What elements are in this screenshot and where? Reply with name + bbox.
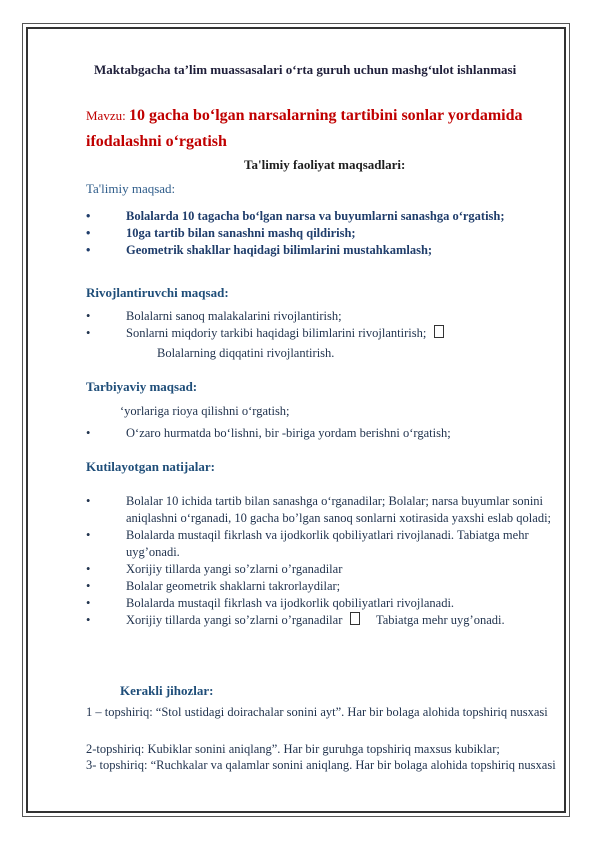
missing-glyph-box (434, 325, 444, 338)
upbringing-goal-line: ‘yorlariga rioya qilishni o‘rgatish; (120, 404, 290, 418)
educational-goal-title: Ta'limiy maqsad: (86, 181, 176, 196)
equipment-task-1: 1 – topshiriq: “Stol ustidagi doirachalar sonini ayt”. Har bir bolaga alohida topshiriq nusxasi (86, 705, 548, 719)
list-item: • Geometrik shakllar haqidagi bilimlarini mustahkamlash; (86, 243, 433, 257)
list-item: • Bolalarda mustaqil fikrlash va ijodkorlik qobiliyatlari rivojlanadi. (86, 596, 455, 610)
list-item: • Bolalar 10 ichida tartib bilan sanashga o‘rganadilar; Bolalar; narsa buyumlar sonini aniqlashni o‘rganadi, 10 gacha bo’lgan sanoq sonlarni xotirasida yaxshi eslab qoladi; (86, 494, 552, 525)
topic-label: Mavzu: (86, 108, 129, 123)
list-item: • Xorijiy tillarda yangi so’zlarni o’rganadilar Tabiatga mehr uyg’onadi. (86, 613, 505, 627)
document-heading: Maktabgacha ta’lim muassasalari o‘rta guruh uchun mashg‘ulot ishlanmasi (94, 62, 517, 77)
list-item: • Xorijiy tillarda yangi so’zlarni o’rganadilar (86, 562, 343, 576)
developmental-goal-title: Rivojlantiruvchi maqsad: (86, 285, 229, 300)
missing-glyph-box (350, 612, 360, 625)
list-item: • Bolalarda 10 tagacha bo‘lgan narsa va buyumlarni sanashga o‘rgatish; (86, 209, 505, 223)
expected-results-list (86, 493, 556, 629)
list-item: • Sonlarni miqdoriy tarkibi haqidagi bilimlarini rivojlantirish; (86, 325, 556, 342)
topic-text-line1: 10 gacha bo‘lgan narsalarning tartibini sonlar yordamida (128, 107, 523, 124)
list-item: • Bolalarda mustaqil fikrlash va ijodkorlik qobiliyatlari rivojlanadi. Tabiatga mehr uyg’onadi. (86, 528, 529, 559)
educational-goal-list (86, 208, 556, 259)
list-item: • Bolalar geometrik shaklarni takrorlaydilar; (86, 579, 341, 593)
topic-block (86, 103, 556, 155)
equipment-title: Kerakli jihozlar: (120, 683, 214, 698)
list-item: • O‘zaro hurmatda bo‘lishni, bir -biriga yordam berishni o‘rgatish; (86, 426, 451, 440)
developmental-goal-extra: Bolalarning diqqatini rivojlantirish. (157, 346, 335, 360)
developmental-goal-list (86, 308, 556, 342)
expected-results-title: Kutilayotgan natijalar: (86, 459, 215, 474)
topic-text-line2: ifodalashni o‘rgatish (86, 133, 227, 150)
goals-title: Ta'limiy faoliyat maqsadlari: (244, 157, 406, 172)
equipment-task-3: 3- topshiriq: “Ruchkalar va qalamlar sonini aniqlang. Har bir bolaga alohida topshiriq nusxasi (86, 758, 556, 772)
list-item: • Bolalarni sanoq malakalarini rivojlantirish; (86, 309, 342, 323)
equipment-task-2: 2-topshiriq: Kubiklar sonini aniqlang”. Har bir guruhga topshiriq maxsus kubiklar; (86, 742, 500, 756)
list-item: • 10ga tartib bilan sanashni mashq qildirish; (86, 226, 356, 240)
upbringing-goal-list (86, 425, 556, 442)
upbringing-goal-title: Tarbiyaviy maqsad: (86, 379, 198, 394)
